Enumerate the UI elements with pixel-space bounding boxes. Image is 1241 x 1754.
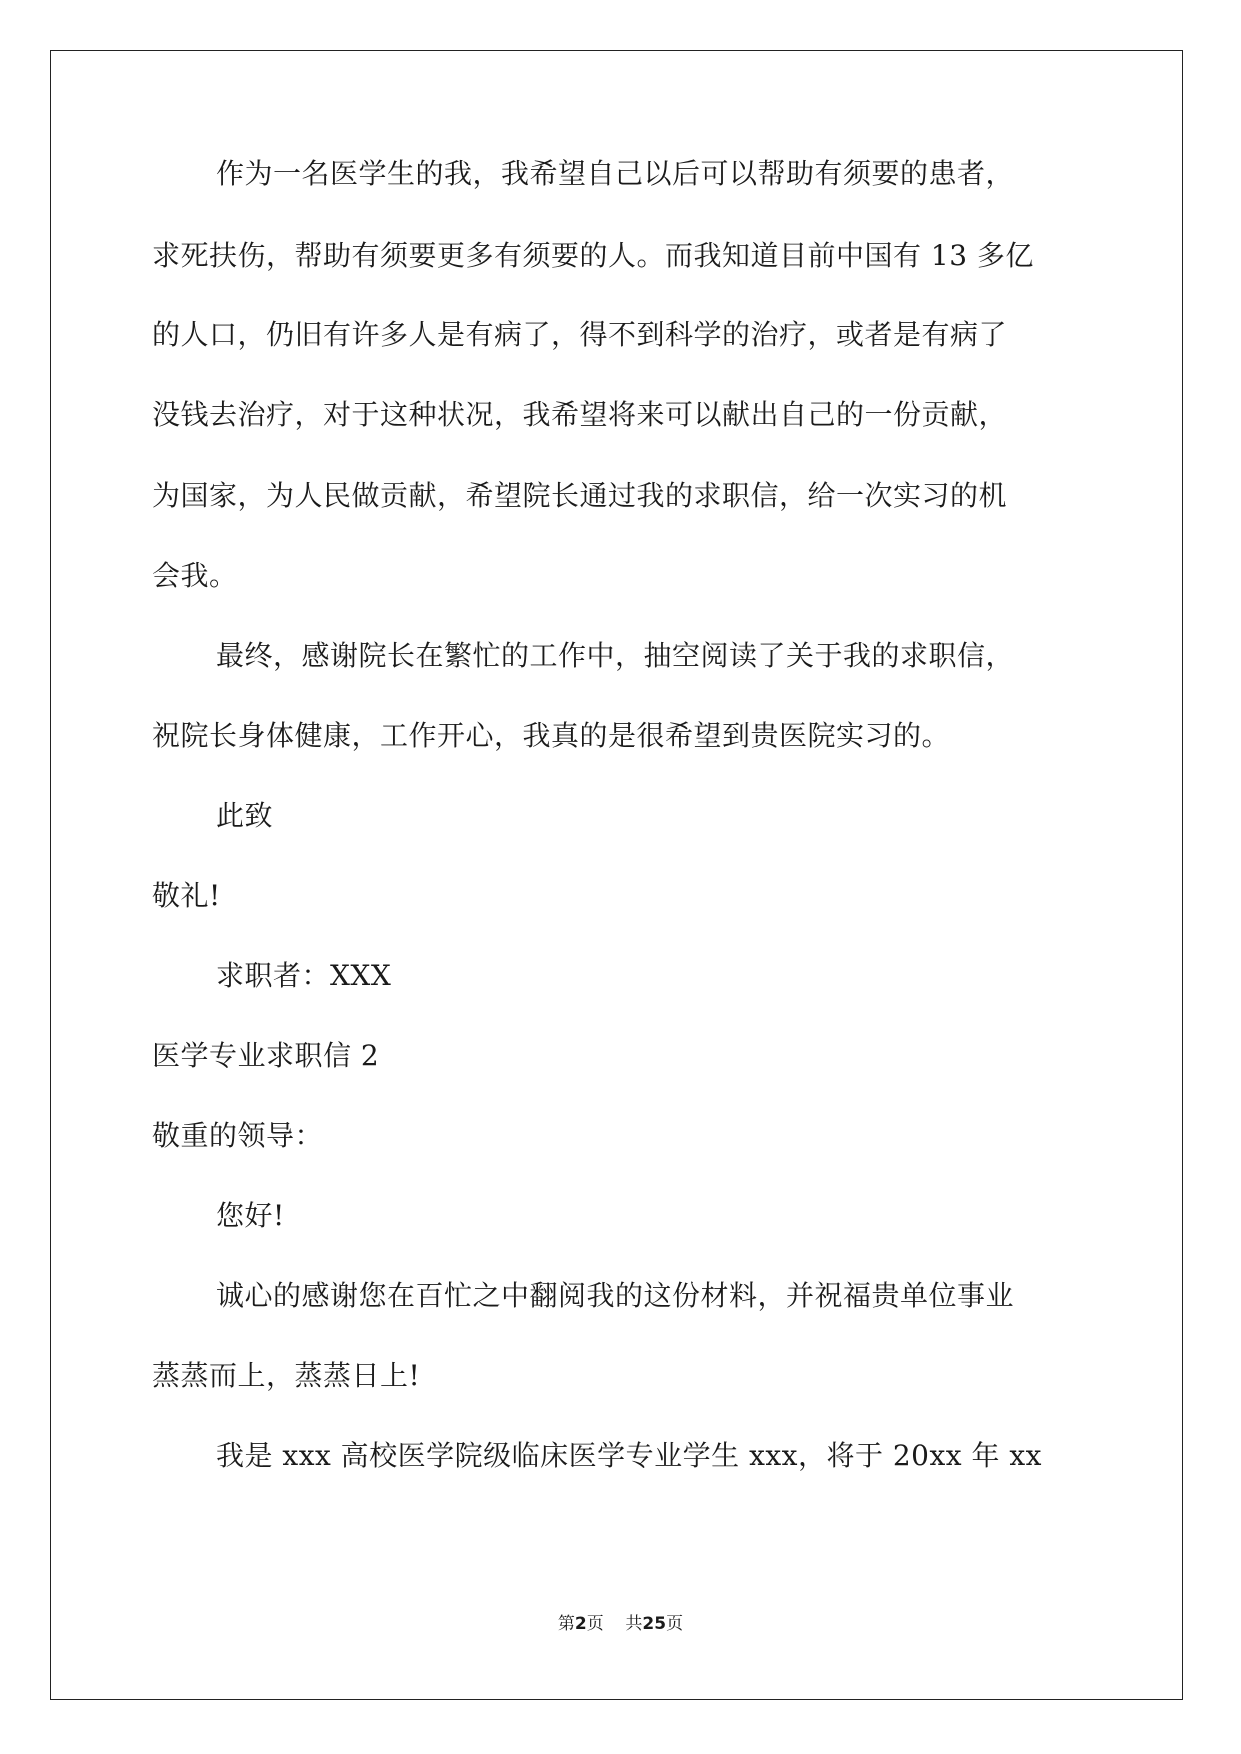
closing-line: 此致 (216, 799, 274, 832)
paragraph-line: 我是 xxx 高校医学院级临床医学专业学生 xxx，将于 20xx 年 xx (216, 1439, 1042, 1472)
paragraph-line: 蒸蒸而上，蒸蒸日上! (152, 1359, 421, 1392)
paragraph-line: 祝院长身体健康，工作开心，我真的是很希望到贵医院实习的。 (152, 719, 951, 752)
paragraph-line: 求死扶伤，帮助有须要更多有须要的人。而我知道目前中国有 13 多亿 (152, 239, 1034, 272)
section-heading: 医学专业求职信 2 (152, 1039, 380, 1072)
page-prefix: 第 (557, 1614, 575, 1634)
greeting-line: 您好! (216, 1199, 285, 1232)
total-suffix: 页 (666, 1614, 684, 1634)
paragraph-line: 作为一名医学生的我，我希望自己以后可以帮助有须要的患者， (216, 157, 1015, 190)
total-prefix: 共 (625, 1614, 643, 1634)
paragraph-line: 的人口，仍旧有许多人是有病了，得不到科学的治疗，或者是有病了 (152, 318, 1008, 351)
signature-line: 求职者：XXX (216, 959, 392, 992)
page-footer (0, 1612, 1241, 1636)
paragraph-line: 为国家，为人民做贡献，希望院长通过我的求职信，给一次实习的机 (152, 479, 1008, 512)
page-total: 25 (642, 1614, 667, 1634)
paragraph-line: 会我。 (152, 559, 238, 592)
salutation-line: 敬重的领导： (152, 1119, 324, 1152)
page-suffix: 页 (586, 1614, 604, 1634)
page-current: 2 (574, 1614, 587, 1634)
paragraph-line: 没钱去治疗，对于这种状况，我希望将来可以献出自己的一份贡献， (152, 398, 1008, 431)
paragraph-line: 最终，感谢院长在繁忙的工作中，抽空阅读了关于我的求职信， (216, 639, 1015, 672)
closing-line: 敬礼! (152, 879, 221, 912)
paragraph-line: 诚心的感谢您在百忙之中翻阅我的这份材料，并祝福贵单位事业 (216, 1279, 1015, 1312)
